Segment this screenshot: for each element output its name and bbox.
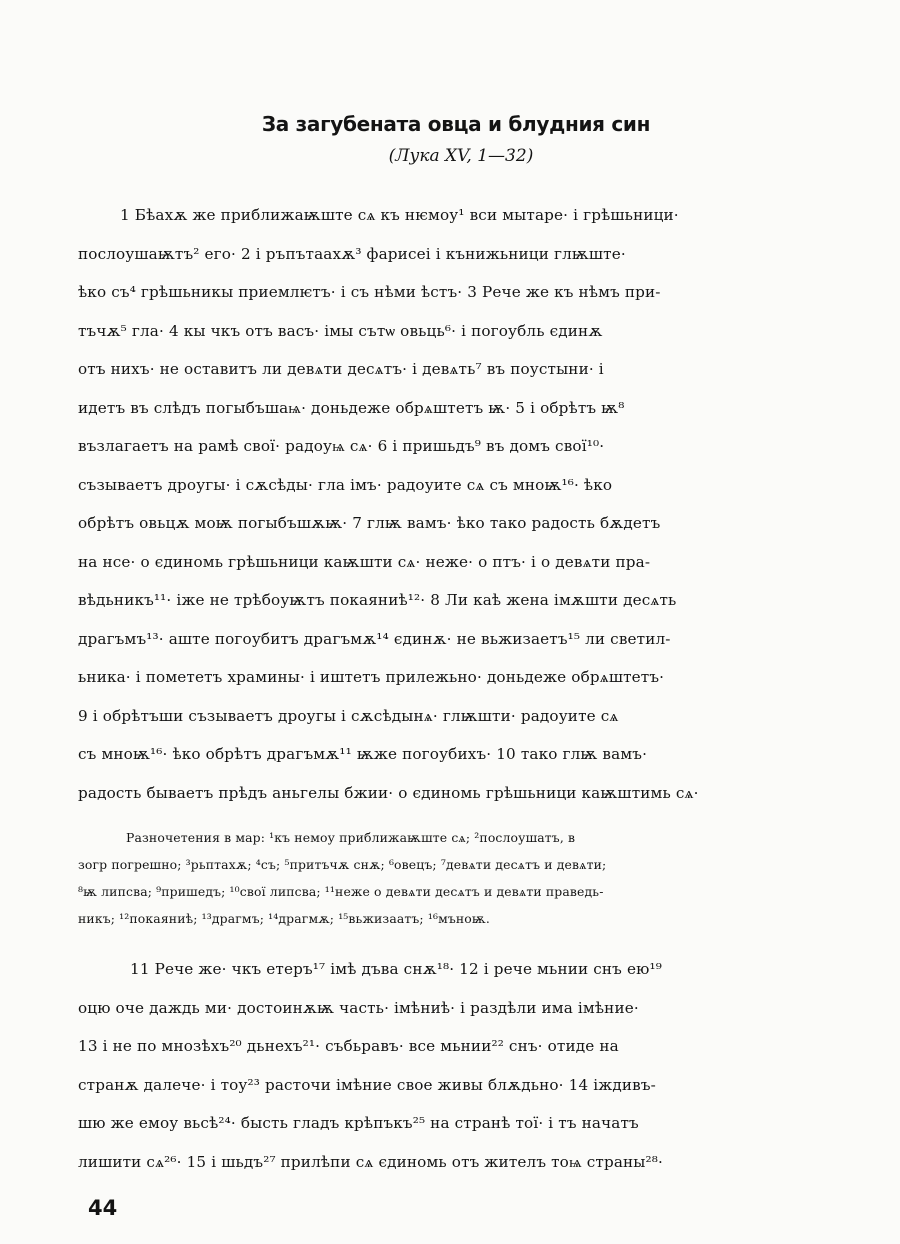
text-line: шю же емоу вьсѣ²⁴· бысть гладъ крѣпъкъ²⁵ на странѣ тої· і тъ начатъ <box>78 1114 639 1132</box>
text-line: оцю оче даждь ми· достоинѫѭ часть· імѣниѣ· і раздѣли има імѣние· <box>78 998 639 1017</box>
note-line: никъ; ¹²покаяниѣ; ¹³драгмъ; ¹⁴драгмѫ; ¹⁵вьжизаатъ; ¹⁶мъноѭ. <box>78 911 490 926</box>
text-line: тъчѫ⁵ гла· 4 кы чкъ отъ васъ· імы сътѡ овьць⁶· і погоубль єдинѫ <box>78 321 603 340</box>
text-line: 11 Рече же· чкъ етеръ¹⁷ імѣ дъва снѫ¹⁸· 12 і рече мьнии снъ ею¹⁹ <box>130 960 662 978</box>
text-line: възлагаетъ на рамѣ свої· радоуѩ сѧ· 6 і пришьдъ⁹ въ домъ свої¹⁰· <box>78 437 605 455</box>
main-text <box>78 196 814 812</box>
text-line: ѣко съ⁴ грѣшьникы приемлѥтъ· і съ нѣми ѣстъ· 3 Рече же къ нѣмъ при- <box>78 283 661 301</box>
page-title: За загубената овца и блудния син <box>261 112 651 136</box>
text-line: съ мноѭ¹⁶· ѣко обрѣтъ драгъмѫ¹¹ ѭже погоубихъ· 10 тако глѭ вамъ· <box>78 745 648 763</box>
text-line: 1 Бѣахѫ же приближаѭште сѧ къ нѥмоу¹ вси мытаре· і грѣшьници· <box>120 206 679 224</box>
text-line: драгъмъ¹³· аште погоубитъ драгъмѫ¹⁴ єдинѫ· не вьжизаетъ¹⁵ ли светил- <box>78 629 671 648</box>
text-line: странѫ далече· і тоу²³ расточи імѣние свое живы блѫдьно· 14 іждивъ- <box>78 1075 656 1094</box>
text-line: послоушаѭтъ² его· 2 і ръпътаахѫ³ фарисеі і кънижьници глѭште· <box>78 244 626 263</box>
text-line: отъ нихъ· не оставитъ ли девѧти десѧтъ· і девѧть⁷ въ поустыни· і <box>78 360 604 378</box>
variant-readings <box>78 824 814 932</box>
text-line: 9 і обрѣтъши съзываетъ дроугы і сѫсѣдынѧ· глѭшти· радоуите сѧ <box>78 706 619 725</box>
page-subtitle: (Лука XV, 1—32) <box>388 146 534 166</box>
note-line: ⁸ѭ липсва; ⁹пришедъ; ¹⁰свої липсва; ¹¹неже о девѧти десѧтъ и девѧти праведь- <box>78 884 604 899</box>
note-line: зогр погрешно; ³рьптахѫ; ⁴съ; ⁵притъчѫ снѫ; ⁶овецъ; ⁷девѧти десѧтъ и девѧти; <box>78 857 607 872</box>
text-line: обрѣтъ овьцѫ моѭ погыбъшѫѭ· 7 глѭ вамъ· ѣко тако радость бѫдетъ <box>78 514 661 532</box>
text-line: лишити сѧ²⁶· 15 і шьдъ²⁷ прилѣпи сѧ єдиномь отъ жителъ тоѩ страны²⁸· <box>78 1152 663 1171</box>
note-line: Разночетения в мар: ¹къ немоу приближаѭште сѧ; ²послоушатъ, в <box>126 830 576 845</box>
text-line: ьника· і помететъ храмины· і иштетъ прилежьно· доньдеже обрѧштетъ· <box>78 668 665 686</box>
page-number: 44 <box>88 1196 118 1220</box>
main-text-continued <box>78 950 814 1181</box>
text-line: 13 і не по мнозѣхъ²⁰ дьнехъ²¹· събьравъ· все мьнии²² снъ· отиде на <box>78 1037 619 1055</box>
text-line: съзываетъ дроугы· і сѫсѣды· гла імъ· радоуите сѧ съ мноѭ¹⁶· ѣко <box>78 475 613 494</box>
text-line: идетъ въ слѣдъ погыбъшаѩ· доньдеже обрѧштетъ ѭ· 5 і обрѣтъ ѭ⁸ <box>78 398 625 417</box>
text-line: радость бываетъ прѣдъ аньгелы бжии· о єдиномь грѣшьници каѭштимь сѧ· <box>78 783 699 802</box>
text-line: вѣдьникъ¹¹· іже не трѣбоуѭтъ покаяниѣ¹²· 8 Ли каѣ жена імѫшти десѧть <box>78 591 677 609</box>
page-body <box>78 112 814 1181</box>
text-line: на нсе· о єдиномь грѣшьници каѭшти сѧ· неже· о птъ· і о девѧти пра- <box>78 552 651 571</box>
